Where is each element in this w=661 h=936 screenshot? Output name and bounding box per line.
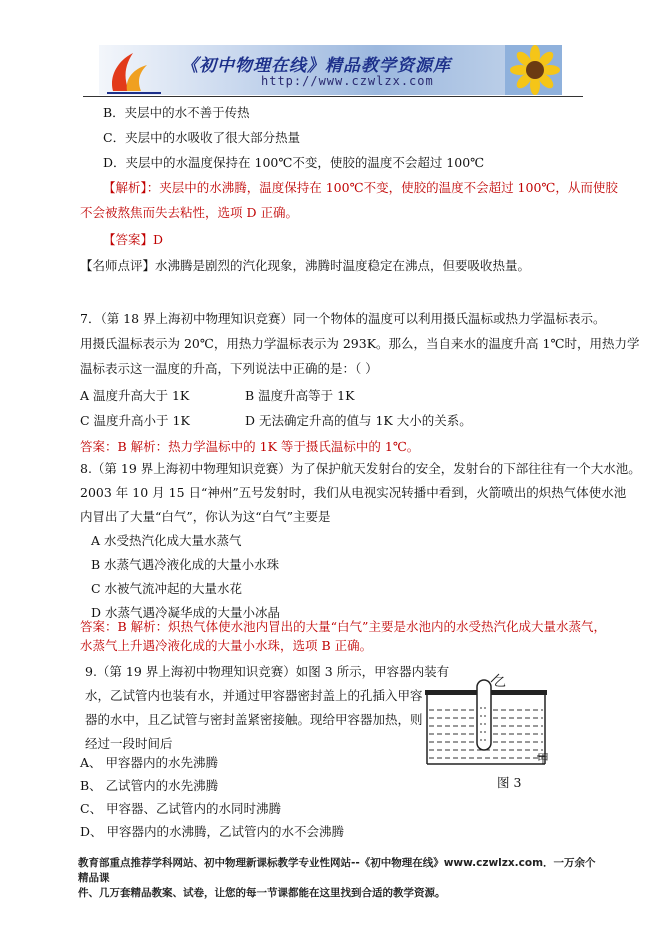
- q9-option-d: D、 甲容器内的水沸腾，乙试管内的水不会沸腾: [80, 824, 344, 839]
- q7-stem-line1: 7．（第 18 界上海初中物理知识竞赛）同一个物体的温度可以利用摄氏温标或热力学温标表示。: [80, 311, 606, 326]
- banner-title: 《初中物理在线》精品教学资源库: [181, 56, 451, 76]
- q7-option-d: D 无法确定升高的值与 1K 大小的关系。: [245, 413, 472, 428]
- q9-stem-line4: 经过一段时间后: [85, 736, 173, 751]
- q6-analysis-line1: 【解析】：夹层中的水沸腾，温度保持在 100℃不变，使胶的温度不会超过 100℃，从而使胶: [103, 180, 618, 195]
- q6-option-d: D．夹层中的水温度保持在 100℃不变，使胶的温度不会超过 100℃: [103, 155, 485, 170]
- figure-label-tube: 乙: [494, 675, 507, 689]
- q8-stem-line3: 内冒出了大量“白气”，你认为这“白气”主要是: [80, 509, 331, 524]
- q8-option-c: C 水被气流冲起的大量水花: [91, 581, 243, 596]
- q7-stem-line2: 用摄氏温标表示为 20℃，用热力学温标表示为 293K。那么，当自来水的温度升高 1℃时，用热力学: [80, 336, 640, 351]
- banner-url[interactable]: http://www.czwlzx.com: [261, 74, 434, 88]
- footer-line1: 教育部重点推荐学科网站、初中物理新课标教学专业性网站--《初中物理在线》www.czwlzx.com．一万余个精品课: [78, 857, 596, 884]
- q6-comment: 【名师点评】水沸腾是剧烈的汽化现象，沸腾时温度稳定在沸点，但要吸收热量。: [80, 258, 531, 273]
- q7-stem-line3: 温标表示这一温度的升高，下列说法中正确的是：（ ）: [80, 361, 378, 376]
- figure-3-apparatus: [425, 668, 557, 790]
- q8-option-d: D 水蒸气遇冷凝华成的大量小冰晶: [91, 605, 280, 620]
- test-tube-yi: [477, 680, 491, 750]
- q8-answer-line1: 答案：B 解析：炽热气体使水池内冒出的大量“白气”主要是水池内的水受热汽化成大量水蒸气，: [80, 619, 606, 634]
- q6-answer: 【答案】D: [103, 232, 164, 247]
- q8-answer-line2: 水蒸气上升遇冷液化成的大量小水珠，选项 B 正确。: [80, 638, 373, 653]
- figure-caption: 图 3: [497, 775, 522, 790]
- footer-line2: 件、几万套精品教案、试卷，让您的每一节课都能在这里找到合适的教学资源。: [78, 887, 446, 899]
- q8-stem-line2: 2003 年 10 月 15 日“神州”五号发射时，我们从电视实况转播中看到，火箭喷出的炽热气体使水池: [80, 485, 627, 500]
- q9-stem-line1: 9.（第 19 界上海初中物理知识竞赛）如图 3 所示，甲容器内装有: [85, 664, 450, 679]
- q9-stem-line2: 水，乙试管内也装有水，并通过甲容器密封盖上的孔插入甲容: [85, 688, 423, 703]
- header-divider: [83, 96, 583, 97]
- q7-option-c: C 温度升高小于 1K: [80, 413, 190, 428]
- q7-answer: 答案：B 解析：热力学温标中的 1K 等于摄氏温标中的 1℃。: [80, 439, 420, 454]
- q9-stem-line3: 器的水中，且乙试管与密封盖紧密接触。现给甲容器加热，则: [85, 712, 423, 727]
- q9-option-a: A、 甲容器内的水先沸腾: [80, 755, 219, 770]
- site-logo-icon: [103, 47, 165, 95]
- q9-option-c: C、 甲容器、乙试管内的水同时沸腾: [80, 801, 282, 816]
- q7-option-b: B 温度升高等于 1K: [245, 388, 355, 403]
- q8-option-a: A 水受热汽化成大量水蒸气: [91, 533, 242, 548]
- q8-option-b: B 水蒸气遇冷液化成的大量小水珠: [91, 557, 280, 572]
- page-footer: [78, 856, 598, 901]
- q8-stem-line1: 8.（第 19 界上海初中物理知识竞赛）为了保护航天发射台的安全，发射台的下部往往有一个大水池。: [80, 461, 641, 476]
- q6-option-c: C．夹层中的水吸收了很大部分热量: [103, 130, 301, 145]
- q7-option-a: A 温度升高大于 1K: [80, 388, 190, 403]
- sunflower-icon: [505, 45, 562, 95]
- figure-label-container: 甲: [537, 752, 550, 766]
- q6-analysis-line2: 不会被熬焦而失去粘性，选项 D 正确。: [80, 205, 298, 220]
- q9-option-b: B、 乙试管内的水先沸腾: [80, 778, 219, 793]
- q6-option-b: B．夹层中的水不善于传热: [103, 105, 250, 120]
- header-banner: [99, 45, 562, 95]
